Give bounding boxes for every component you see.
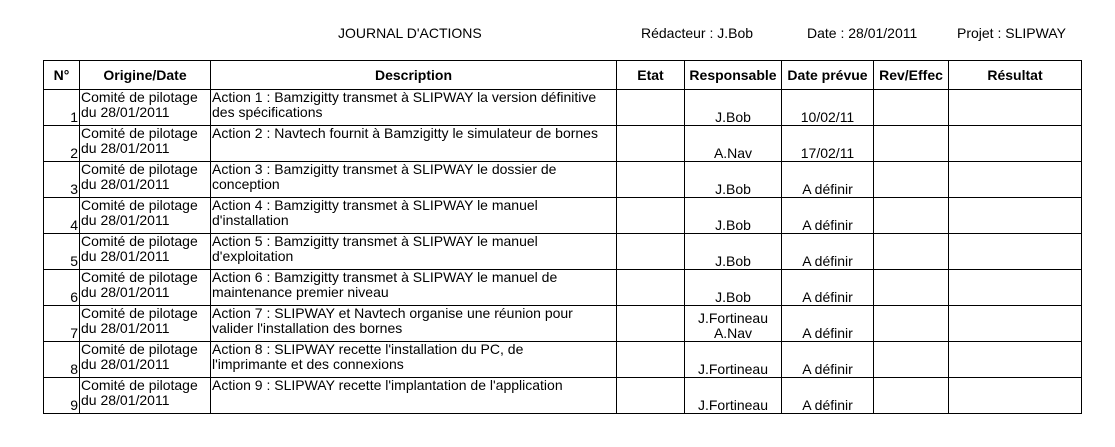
origine-line: Comité de pilotage bbox=[81, 305, 198, 321]
cell-etat bbox=[617, 270, 685, 306]
cell-resultat bbox=[949, 270, 1082, 306]
cell-origine bbox=[80, 162, 211, 198]
table-row bbox=[44, 234, 1082, 270]
cell-description bbox=[211, 306, 617, 342]
cell-etat bbox=[617, 306, 685, 342]
cell-description bbox=[211, 162, 617, 198]
origine-line: Comité de pilotage bbox=[81, 161, 198, 177]
cell-num: 9 bbox=[44, 378, 80, 414]
cell-num: 6 bbox=[44, 270, 80, 306]
column-header-resultat: Résultat bbox=[949, 61, 1082, 90]
responsable-line: J.Bob bbox=[715, 253, 751, 269]
origine-line: du 28/01/2011 bbox=[81, 104, 170, 120]
cell-resultat bbox=[949, 126, 1082, 162]
cell-rev-effec bbox=[874, 378, 949, 414]
cell-date-prevue: A définir bbox=[782, 162, 874, 198]
table-row bbox=[44, 126, 1082, 162]
cell-origine bbox=[80, 378, 211, 414]
cell-description bbox=[211, 126, 617, 162]
responsable-line: J.Fortineau bbox=[697, 361, 769, 377]
description-line: Action 6 : Bamzigitty transmet à SLIPWAY le manuel de bbox=[212, 269, 558, 285]
origine-line: du 28/01/2011 bbox=[81, 248, 170, 264]
origine-line: du 28/01/2011 bbox=[81, 176, 170, 192]
cell-responsable bbox=[685, 306, 782, 342]
description-line: maintenance premier niveau bbox=[212, 284, 389, 300]
description-line: Action 3 : Bamzigitty transmet à SLIPWAY le dossier de bbox=[212, 161, 557, 177]
table-row bbox=[44, 306, 1082, 342]
table-row bbox=[44, 90, 1082, 126]
cell-rev-effec bbox=[874, 126, 949, 162]
cell-resultat bbox=[949, 198, 1082, 234]
cell-responsable bbox=[685, 342, 782, 378]
cell-date-prevue: A définir bbox=[782, 198, 874, 234]
cell-rev-effec bbox=[874, 162, 949, 198]
description-line: l'imprimante et des connexions bbox=[212, 356, 404, 372]
cell-responsable bbox=[685, 378, 782, 414]
cell-description bbox=[211, 234, 617, 270]
responsable-line: J.Bob bbox=[715, 109, 751, 125]
cell-origine bbox=[80, 342, 211, 378]
responsable-line: J.Fortineau bbox=[697, 397, 769, 413]
origine-line: du 28/01/2011 bbox=[81, 284, 170, 300]
table-body bbox=[44, 90, 1082, 414]
cell-num: 7 bbox=[44, 306, 80, 342]
redacteur-label: Rédacteur : J.Bob bbox=[641, 25, 754, 41]
cell-resultat bbox=[949, 342, 1082, 378]
origine-line: du 28/01/2011 bbox=[81, 356, 170, 372]
cell-num: 5 bbox=[44, 234, 80, 270]
cell-origine bbox=[80, 234, 211, 270]
cell-resultat bbox=[949, 306, 1082, 342]
responsable-line: A.Nav bbox=[713, 325, 753, 341]
origine-line: Comité de pilotage bbox=[81, 197, 198, 213]
cell-description bbox=[211, 378, 617, 414]
cell-resultat bbox=[949, 234, 1082, 270]
cell-responsable bbox=[685, 198, 782, 234]
cell-origine bbox=[80, 306, 211, 342]
cell-date-prevue: A définir bbox=[782, 378, 874, 414]
cell-date-prevue: 17/02/11 bbox=[782, 126, 874, 162]
cell-date-prevue: A définir bbox=[782, 342, 874, 378]
table-row bbox=[44, 198, 1082, 234]
cell-responsable bbox=[685, 234, 782, 270]
column-header-origine: Origine/Date bbox=[80, 61, 211, 90]
cell-rev-effec bbox=[874, 234, 949, 270]
cell-date-prevue: 10/02/11 bbox=[782, 90, 874, 126]
column-header-description: Description bbox=[211, 61, 617, 90]
cell-num: 1 bbox=[44, 90, 80, 126]
cell-responsable bbox=[685, 126, 782, 162]
actions-table bbox=[43, 60, 1082, 414]
cell-description bbox=[211, 198, 617, 234]
column-header-date-prevue: Date prévue bbox=[782, 61, 874, 90]
cell-etat bbox=[617, 198, 685, 234]
cell-rev-effec bbox=[874, 198, 949, 234]
cell-etat bbox=[617, 234, 685, 270]
cell-origine bbox=[80, 198, 211, 234]
responsable-line: J.Bob bbox=[715, 181, 751, 197]
cell-responsable bbox=[685, 90, 782, 126]
cell-origine bbox=[80, 270, 211, 306]
description-line: Action 2 : Navtech fournit à Bamzigitty le simulateur de bornes bbox=[212, 125, 598, 141]
cell-rev-effec bbox=[874, 270, 949, 306]
cell-rev-effec bbox=[874, 306, 949, 342]
cell-resultat bbox=[949, 378, 1082, 414]
origine-line: Comité de pilotage bbox=[81, 269, 198, 285]
responsable-line: J.Bob bbox=[715, 217, 751, 233]
origine-line: Comité de pilotage bbox=[81, 377, 198, 393]
column-header-num: N° bbox=[44, 61, 80, 90]
cell-etat bbox=[617, 90, 685, 126]
cell-origine bbox=[80, 90, 211, 126]
description-line: Action 4 : Bamzigitty transmet à SLIPWAY le manuel bbox=[212, 197, 538, 213]
document-title: JOURNAL D'ACTIONS bbox=[338, 25, 482, 41]
origine-line: Comité de pilotage bbox=[81, 125, 198, 141]
origine-line: du 28/01/2011 bbox=[81, 392, 170, 408]
origine-line: du 28/01/2011 bbox=[81, 212, 170, 228]
cell-etat bbox=[617, 162, 685, 198]
column-header-rev-effec: Rev/Effec bbox=[874, 61, 949, 90]
cell-rev-effec bbox=[874, 342, 949, 378]
cell-description bbox=[211, 270, 617, 306]
responsable-line: J.Fortineau bbox=[697, 310, 769, 326]
cell-description bbox=[211, 90, 617, 126]
column-header-responsable: Responsable bbox=[685, 61, 782, 90]
description-line: d'exploitation bbox=[212, 248, 294, 264]
origine-line: du 28/01/2011 bbox=[81, 140, 170, 156]
description-line: des spécifications bbox=[212, 104, 323, 120]
cell-num: 3 bbox=[44, 162, 80, 198]
origine-line: Comité de pilotage bbox=[81, 341, 198, 357]
cell-etat bbox=[617, 378, 685, 414]
description-line: valider l'installation des bornes bbox=[212, 320, 403, 336]
cell-num: 4 bbox=[44, 198, 80, 234]
cell-etat bbox=[617, 126, 685, 162]
cell-num: 2 bbox=[44, 126, 80, 162]
table-row bbox=[44, 162, 1082, 198]
description-line: Action 8 : SLIPWAY recette l'installation du PC, de bbox=[212, 341, 524, 357]
description-line: Action 9 : SLIPWAY recette l'implantation de l'application bbox=[212, 377, 563, 393]
responsable-line: A.Nav bbox=[713, 145, 753, 161]
origine-line: du 28/01/2011 bbox=[81, 320, 170, 336]
description-line: conception bbox=[212, 176, 280, 192]
table-row bbox=[44, 342, 1082, 378]
responsable-line: J.Bob bbox=[715, 289, 751, 305]
column-header-etat: Etat bbox=[617, 61, 685, 90]
cell-date-prevue: A définir bbox=[782, 234, 874, 270]
cell-date-prevue: A définir bbox=[782, 306, 874, 342]
projet-label: Projet : SLIPWAY bbox=[957, 25, 1066, 41]
description-line: Action 7 : SLIPWAY et Navtech organise une réunion pour bbox=[212, 305, 573, 321]
cell-date-prevue: A définir bbox=[782, 270, 874, 306]
cell-resultat bbox=[949, 90, 1082, 126]
cell-responsable bbox=[685, 270, 782, 306]
description-line: Action 5 : Bamzigitty transmet à SLIPWAY le manuel bbox=[212, 233, 538, 249]
cell-num: 8 bbox=[44, 342, 80, 378]
table-header-row bbox=[44, 61, 1082, 90]
cell-resultat bbox=[949, 162, 1082, 198]
cell-rev-effec bbox=[874, 90, 949, 126]
table-row bbox=[44, 378, 1082, 414]
cell-origine bbox=[80, 126, 211, 162]
cell-description bbox=[211, 342, 617, 378]
origine-line: Comité de pilotage bbox=[81, 233, 198, 249]
cell-etat bbox=[617, 342, 685, 378]
date-label: Date : 28/01/2011 bbox=[807, 25, 918, 41]
origine-line: Comité de pilotage bbox=[81, 89, 198, 105]
description-line: d'installation bbox=[212, 212, 289, 228]
description-line: Action 1 : Bamzigitty transmet à SLIPWAY la version définitive bbox=[212, 89, 597, 105]
table-row bbox=[44, 270, 1082, 306]
cell-responsable bbox=[685, 162, 782, 198]
